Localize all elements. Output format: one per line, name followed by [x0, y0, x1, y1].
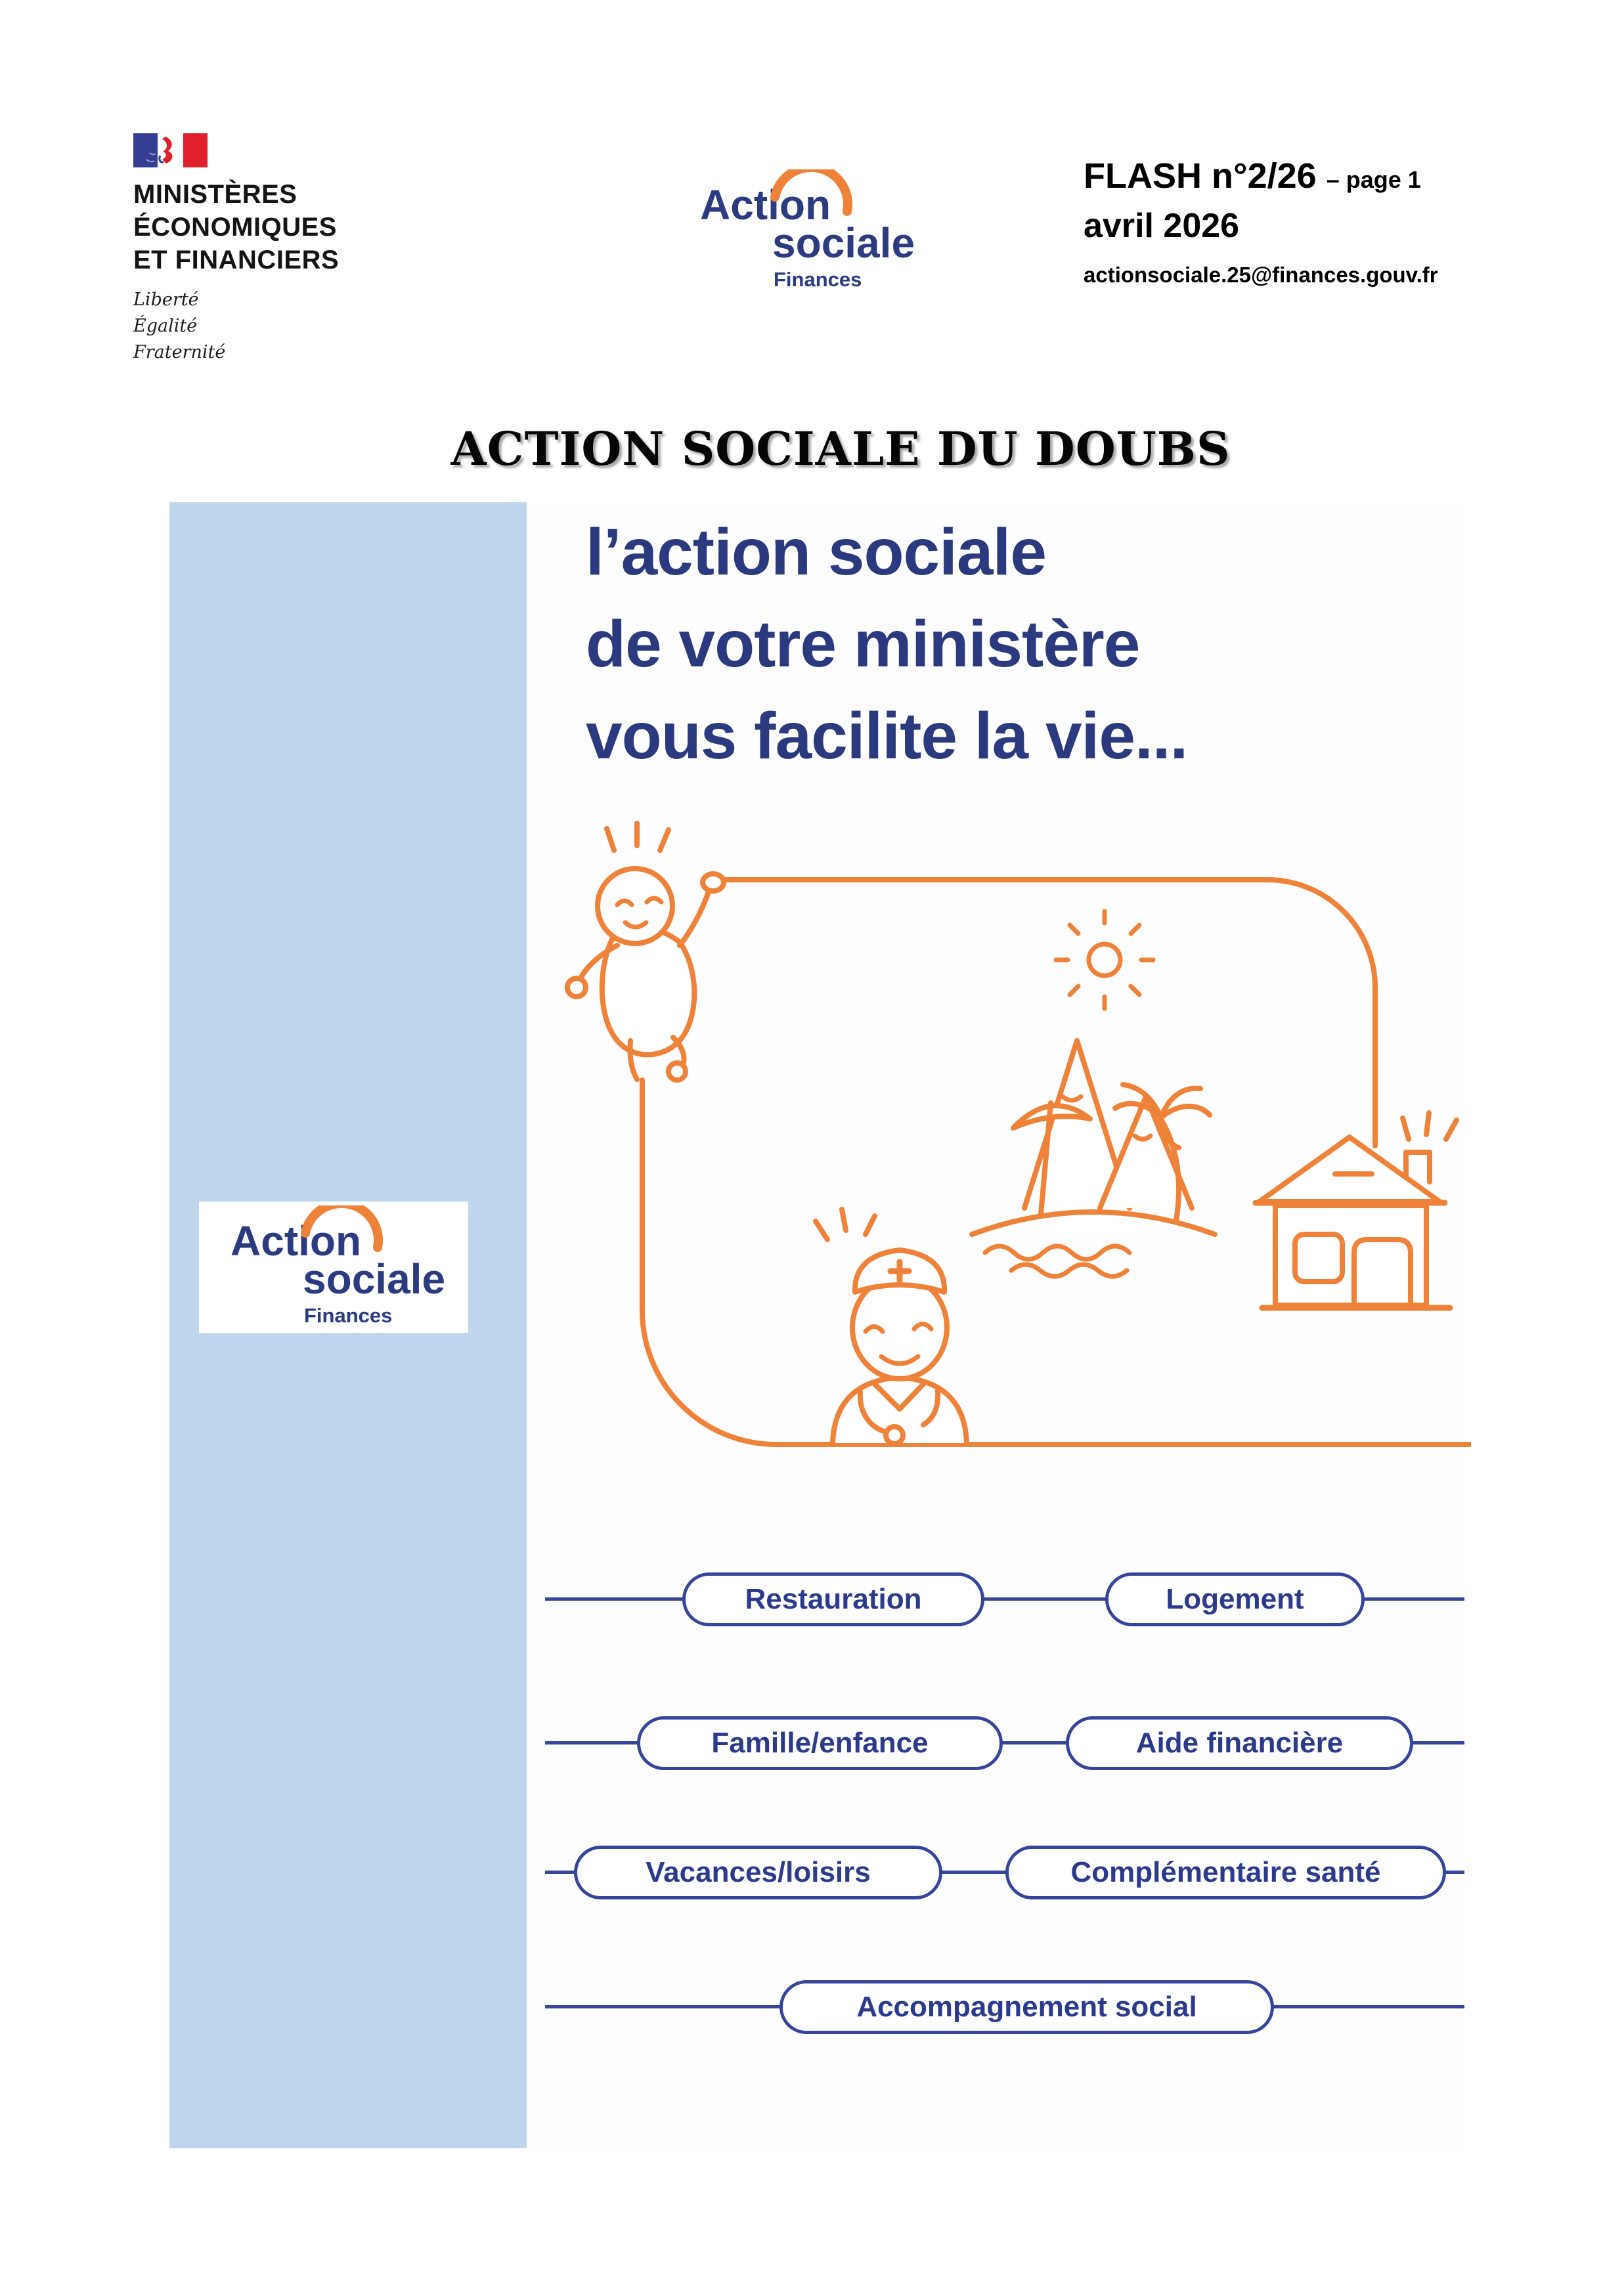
island-icon: [972, 911, 1215, 1276]
ministry-name-line3: ET FINANCIERS: [133, 246, 340, 274]
pill-famille-enfance: Famille/enfance: [637, 1716, 1003, 1770]
sidebar-logo-box: [199, 1202, 468, 1333]
action-sociale-logo-small: Action sociale Finances: [230, 1220, 445, 1326]
ministry-logo-block: [133, 133, 339, 366]
logo-word-action: Action: [700, 181, 831, 228]
logo-word-sociale: sociale: [772, 219, 915, 267]
nurse-icon: [816, 1209, 967, 1444]
ministry-name: [133, 178, 339, 276]
pill-vacances-loisirs: Vacances/loisirs: [574, 1846, 942, 1899]
logo-arc-icon: [300, 1205, 383, 1262]
pill-accompagnement-social: Accompagnement social: [779, 1980, 1274, 2034]
contact-email-link[interactable]: actionsociale.25@finances.gouv.fr: [1084, 263, 1438, 287]
flash-date: avril 2026: [1084, 207, 1240, 245]
poster-blue-sidebar: [169, 502, 527, 2148]
baby-icon: [567, 823, 724, 1080]
flash-number: FLASH n°2/26 – page 1: [1084, 156, 1421, 196]
logo-word-finances: Finances: [774, 268, 862, 291]
ministry-name-line1: MINISTÈRES: [133, 180, 297, 209]
action-sociale-logo: [700, 181, 915, 291]
pill-aide-financiere: Aide financière: [1066, 1716, 1413, 1770]
pill-restauration: Restauration: [682, 1572, 984, 1626]
poster-illustration: [552, 814, 1471, 1471]
ministry-name-line2: ÉCONOMIQUES: [133, 213, 337, 242]
logo-arc-icon: [770, 169, 852, 226]
republic-motto: Liberté Égalité Fraternité: [133, 290, 226, 362]
page-title: ACTION SOCIALE DU DOUBS: [450, 422, 1231, 476]
pill-logement: Logement: [1105, 1572, 1365, 1626]
poster-headline: l’action sociale de votre ministère vous facilite la vie...: [586, 515, 1188, 773]
french-flag-icon: [133, 133, 208, 167]
flash-info-block: [1084, 156, 1438, 288]
sun-icon: [1056, 911, 1153, 1008]
flash-page-number: – page 1: [1326, 166, 1421, 193]
house-icon: [1256, 1113, 1457, 1308]
sea-waves: [985, 1246, 1130, 1276]
action-sociale-poster: [169, 502, 1464, 2148]
pill-complementaire-sante: Complémentaire santé: [1005, 1846, 1446, 1899]
